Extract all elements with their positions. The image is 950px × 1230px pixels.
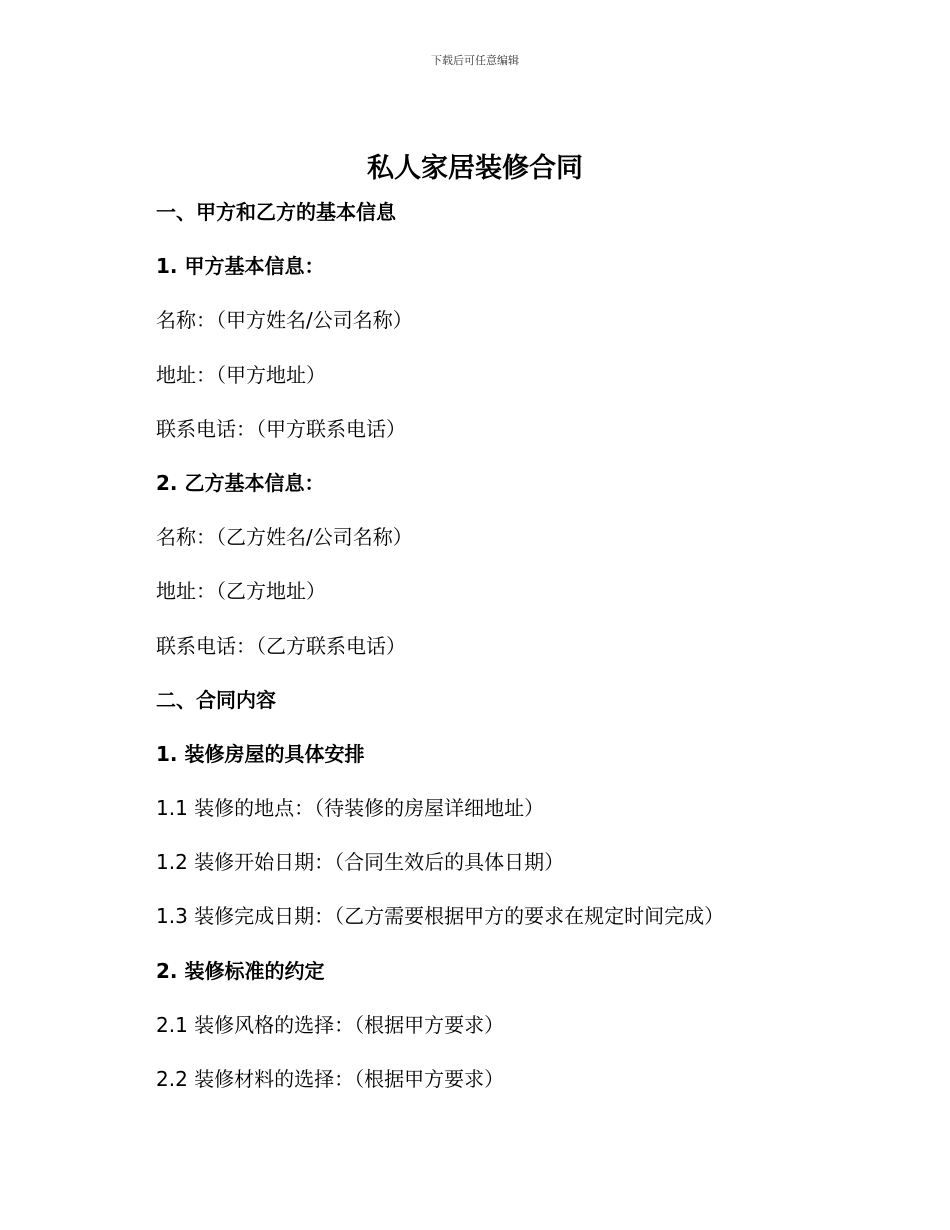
party-a-address-line: 地址：（甲方地址）	[156, 362, 326, 387]
party-b-address-line: 地址：（乙方地址）	[156, 579, 326, 604]
subsection-heading-party-b: 2. 乙方基本信息：	[156, 470, 325, 495]
subsection-heading-party-a: 1. 甲方基本信息：	[156, 254, 325, 279]
clause-1-1: 1.1 装修的地点：（待装修的房屋详细地址）	[156, 796, 545, 821]
party-a-phone-line: 联系电话：（甲方联系电话）	[156, 416, 406, 441]
section-heading-basic-info: 一、甲方和乙方的基本信息	[156, 200, 396, 224]
clause-2-2: 2.2 装修材料的选择：（根据甲方要求）	[156, 1067, 505, 1091]
party-a-name-line: 名称：（甲方姓名/公司名称）	[156, 308, 413, 333]
clause-2-1: 2.1 装修风格的选择：（根据甲方要求）	[156, 1012, 505, 1037]
document-body	[156, 197, 836, 1118]
section-heading-contract-content: 二、合同内容	[156, 687, 276, 712]
clause-1-3: 1.3 装修完成日期：（乙方需要根据甲方的要求在规定时间完成）	[156, 904, 725, 929]
subsection-heading-arrangement: 1. 装修房屋的具体安排	[156, 741, 365, 766]
page-header-note: 下载后可任意编辑	[431, 54, 519, 67]
document-title: 私人家居装修合同	[367, 153, 583, 184]
party-b-phone-line: 联系电话：（乙方联系电话）	[156, 633, 406, 658]
clause-1-2: 1.2 装修开始日期：（合同生效后的具体日期）	[156, 850, 565, 875]
subsection-heading-standards: 2. 装修标准的约定	[156, 958, 325, 983]
party-b-name-line: 名称：（乙方姓名/公司名称）	[156, 525, 413, 550]
